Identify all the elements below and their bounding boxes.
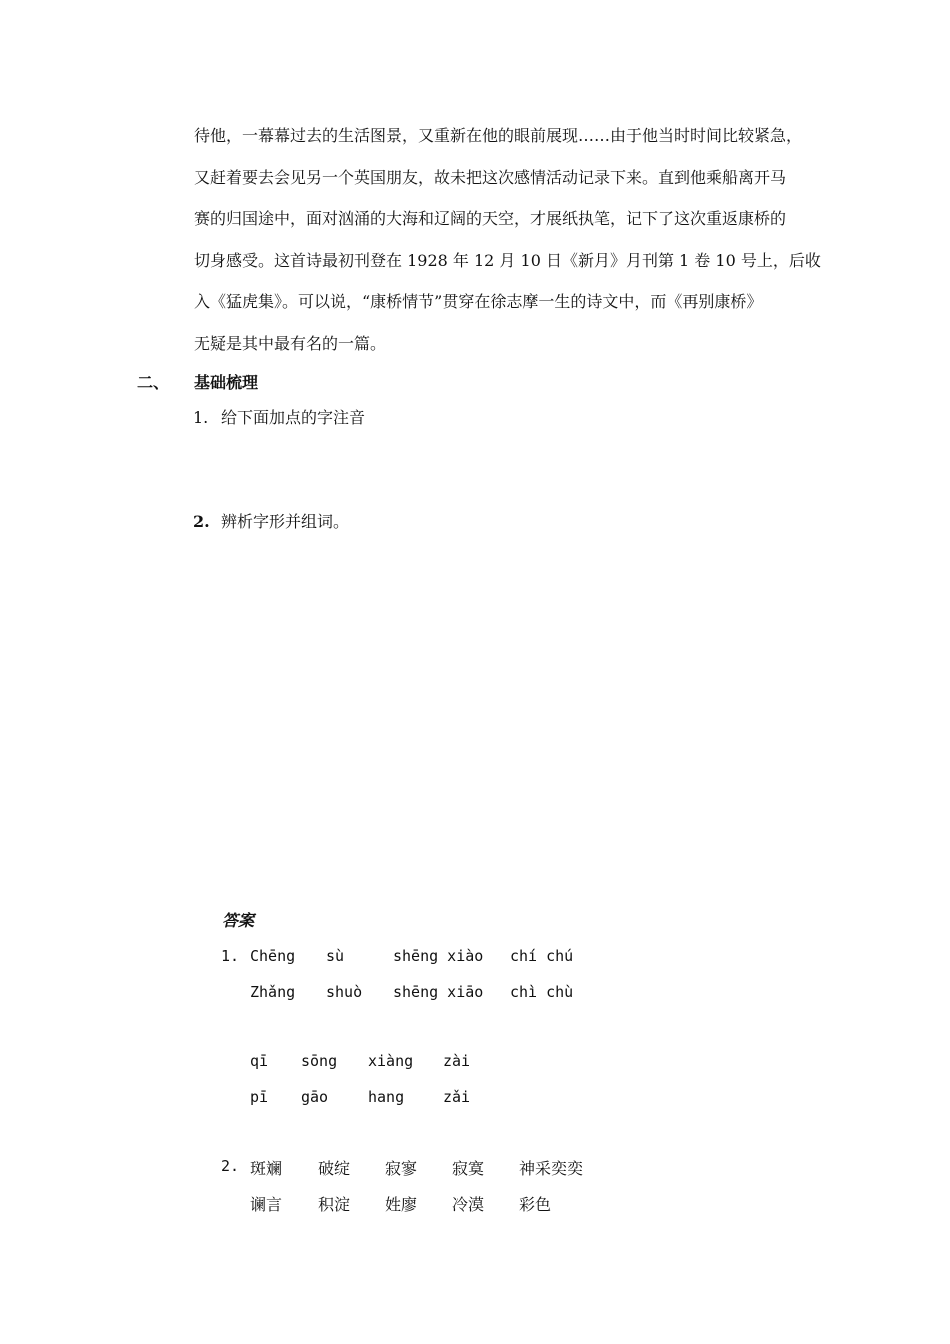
question-item-2 xyxy=(193,509,349,532)
pinyin-cell: chí chú xyxy=(510,947,574,965)
section-title: 基础梳理 xyxy=(194,373,259,392)
word-cell: 神采奕奕 xyxy=(519,1159,584,1178)
answer-number: 1. xyxy=(221,947,240,965)
pinyin-cell: gāo xyxy=(301,1088,329,1106)
word-cell: 破绽 xyxy=(318,1159,351,1178)
pinyin-cell: shēng xiāo xyxy=(393,983,484,1001)
pinyin-cell: chì chù xyxy=(510,983,574,1001)
word-cell: 斑斓 xyxy=(250,1159,283,1178)
question-item-1 xyxy=(193,405,365,428)
word-cell: 积淀 xyxy=(318,1195,351,1214)
pinyin-cell: zǎi xyxy=(443,1088,471,1106)
pinyin-cell: qī xyxy=(250,1052,269,1070)
pinyin-cell: shēng xiào xyxy=(393,947,484,965)
question-text: 给下面加点的字注音 xyxy=(221,408,366,427)
passage-line: 切身感受。这首诗最初刊登在 1928 年 12 月 10 日《新月》月刊第 1 卷 10 号上，后收 xyxy=(194,251,821,270)
passage-line: 又赶着要去会见另一个英国朋友，故未把这次感情活动记录下来。直到他乘船离开马 xyxy=(194,168,787,187)
pinyin-cell: sōng xyxy=(301,1052,338,1070)
passage-line: 待他，一幕幕过去的生活图景，又重新在他的眼前展现……由于他当时时间比较紧急， xyxy=(194,126,803,145)
question-text: 辨析字形并组词。 xyxy=(221,512,350,531)
answer-heading: 答案 xyxy=(222,911,255,930)
answer-number: 2. xyxy=(221,1157,240,1175)
pinyin-cell: Zhǎng xyxy=(250,983,296,1001)
pinyin-cell: xiàng xyxy=(368,1052,414,1070)
question-number: 1. xyxy=(193,408,209,427)
pinyin-cell: shuò xyxy=(326,983,363,1001)
passage-line: 入《猛虎集》。可以说，“康桥情节”贯穿在徐志摩一生的诗文中，而《再别康桥》 xyxy=(194,292,763,311)
word-cell: 冷漠 xyxy=(452,1195,485,1214)
pinyin-cell: Chēng xyxy=(250,947,296,965)
pinyin-cell: pī xyxy=(250,1088,269,1106)
passage-line: 赛的归国途中，面对汹涌的大海和辽阔的天空，才展纸执笔，记下了这次重返康桥的 xyxy=(194,209,787,228)
word-cell: 姓廖 xyxy=(385,1195,418,1214)
pinyin-cell: hang xyxy=(368,1088,405,1106)
passage-line: 无疑是其中最有名的一篇。 xyxy=(194,334,387,353)
word-cell: 寂寞 xyxy=(452,1159,485,1178)
question-number: 2. xyxy=(193,512,210,531)
pinyin-cell: zài xyxy=(443,1052,471,1070)
word-cell: 寂寥 xyxy=(385,1159,418,1178)
word-cell: 谰言 xyxy=(250,1195,283,1214)
pinyin-cell: sù xyxy=(326,947,345,965)
section-number: 二、 xyxy=(137,373,170,392)
word-cell: 彩色 xyxy=(519,1195,552,1214)
